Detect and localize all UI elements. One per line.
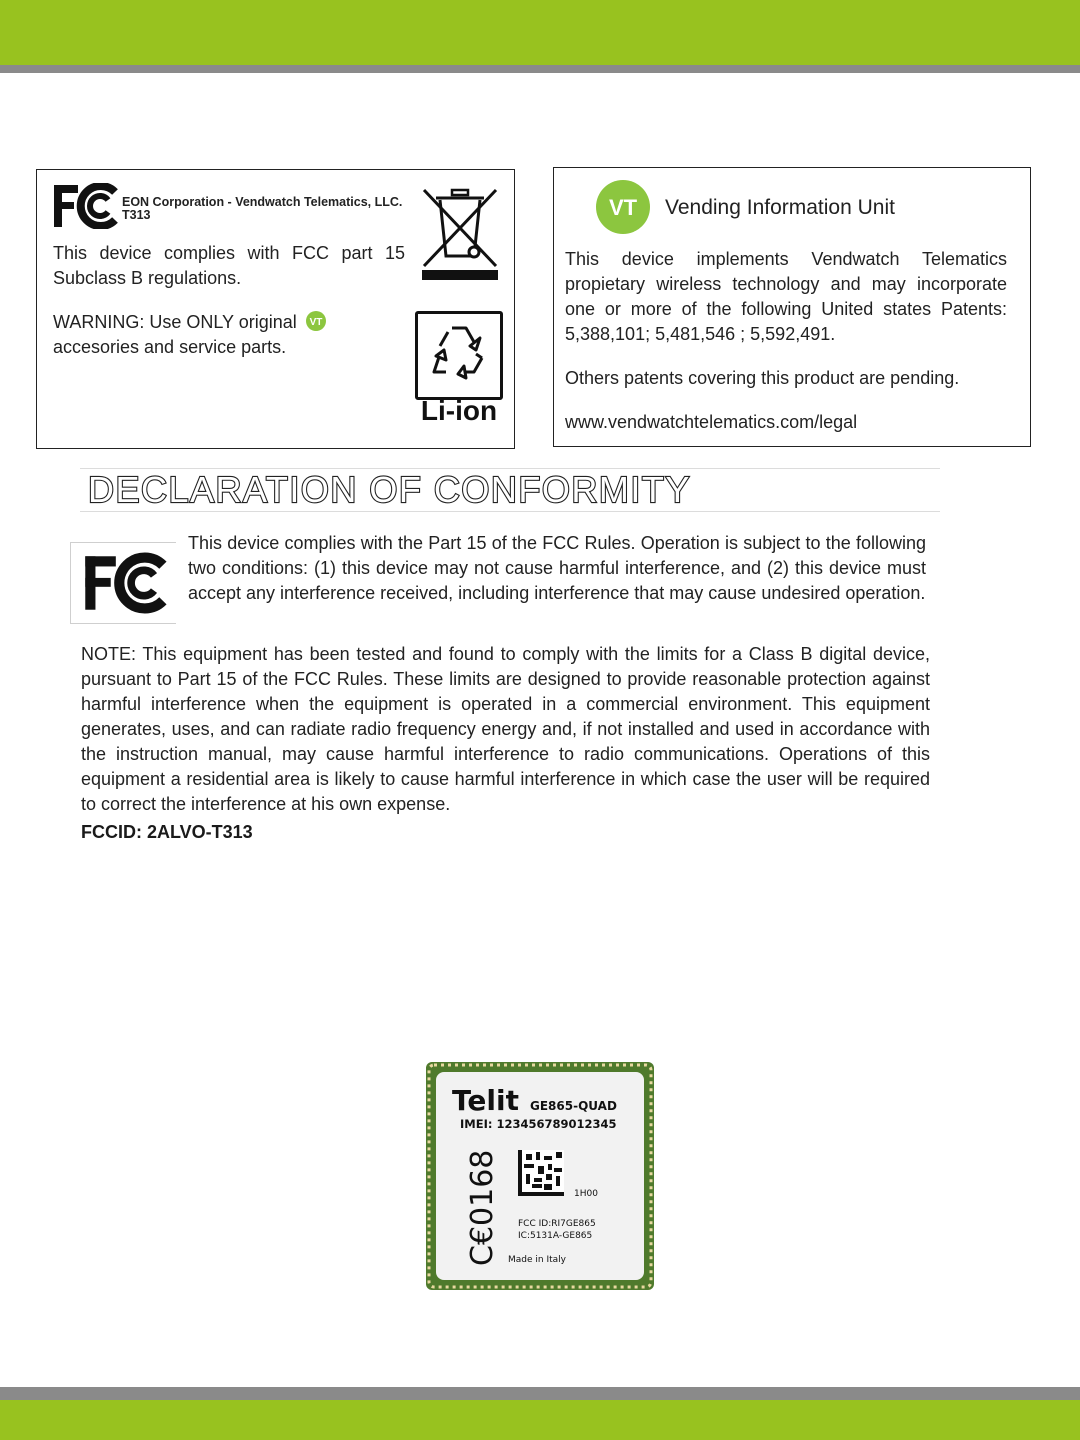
fcc-id: FCCID: 2ALVO-T313 <box>81 822 253 842</box>
declaration-heading: DECLARATION OF CONFORMITY <box>88 469 691 510</box>
bottom-grey-band <box>0 1387 1080 1400</box>
datamatrix-icon <box>518 1150 564 1196</box>
fcc-large-logo-icon <box>84 551 168 615</box>
weee-crossed-bin-icon <box>422 186 498 282</box>
legal-url: www.vendwatchtelematics.com/legal <box>565 412 858 432</box>
module-ic: IC:5131A-GE865 <box>518 1231 593 1241</box>
liion-recycle-frame <box>415 311 503 400</box>
vending-info-panel <box>553 167 1031 447</box>
module-model: GE865-QUAD <box>530 1099 617 1113</box>
fcc-label-panel <box>36 169 515 449</box>
fcc-compliance-text: This device complies with FCC part 15 Subclass B regulations. <box>53 243 405 288</box>
model-line: T313 <box>122 208 151 222</box>
fcc-rules-text: This device complies with the Part 15 of the FCC Rules. Operation is subject to the following two conditions: (1) this device may not cause harmful interference, and (2) this device must accept any interference received, including interference that may cause undesired operation. <box>188 533 926 603</box>
fcc-logo-frame <box>70 542 176 624</box>
vt-logo-icon <box>596 180 650 234</box>
ce-mark: C€0168 <box>465 1149 500 1266</box>
patents-text: This device implements Vendwatch Telematics propietary wireless technology and may incorporate one or more of the following United states Patents: 5,388,101; 5,481,546 ; 5,592,491. <box>565 249 1007 344</box>
telit-module-image <box>426 1062 654 1290</box>
vt-small-logo-icon <box>306 311 326 331</box>
warning-text <box>53 310 393 360</box>
bottom-green-band <box>0 1400 1080 1440</box>
declaration-heading-bar <box>80 468 940 512</box>
module-origin: Made in Italy <box>508 1255 566 1265</box>
fcc-logo-icon <box>53 183 119 229</box>
module-brand: Telit <box>452 1084 519 1117</box>
svg-text:VT: VT <box>309 317 323 328</box>
top-green-band <box>0 0 1080 65</box>
panel-title: Vending Information Unit <box>665 196 895 219</box>
company-line: EON Corporation - Vendwatch Telematics, LLC. <box>122 195 403 209</box>
warning-suffix: accesories and service parts. <box>53 337 287 357</box>
vt-logo-text: VT <box>608 195 638 220</box>
module-imei: IMEI: 123456789012345 <box>460 1117 617 1131</box>
liion-label: Li-ion <box>420 395 498 426</box>
note-text: NOTE: This equipment has been tested and found to comply with the limits for a Class B digital device, pursuant to Part 15 of the FCC Rules. These limits are designed to provide reasonable protection against harmful interference when the equipment is operated in a commercial environment. This equipment generates, uses, and can radiate radio frequency energy and, if not installed and used in accordance with the instruction manual, may cause harmful interference to radio communications. Operations of this equipment a residential area is likely to cause harmful interference in which case the user will be required to correct the interference at his own expense. <box>81 644 930 814</box>
module-batch: 1H00 <box>574 1189 598 1199</box>
pending-text: Others patents covering this product are pending. <box>565 368 960 388</box>
top-grey-band <box>0 65 1080 73</box>
module-fcc-id: FCC ID:RI7GE865 <box>518 1219 596 1229</box>
recycle-icon <box>418 314 500 396</box>
company-name <box>122 196 402 222</box>
warning-prefix: WARNING: Use ONLY original <box>53 312 297 332</box>
